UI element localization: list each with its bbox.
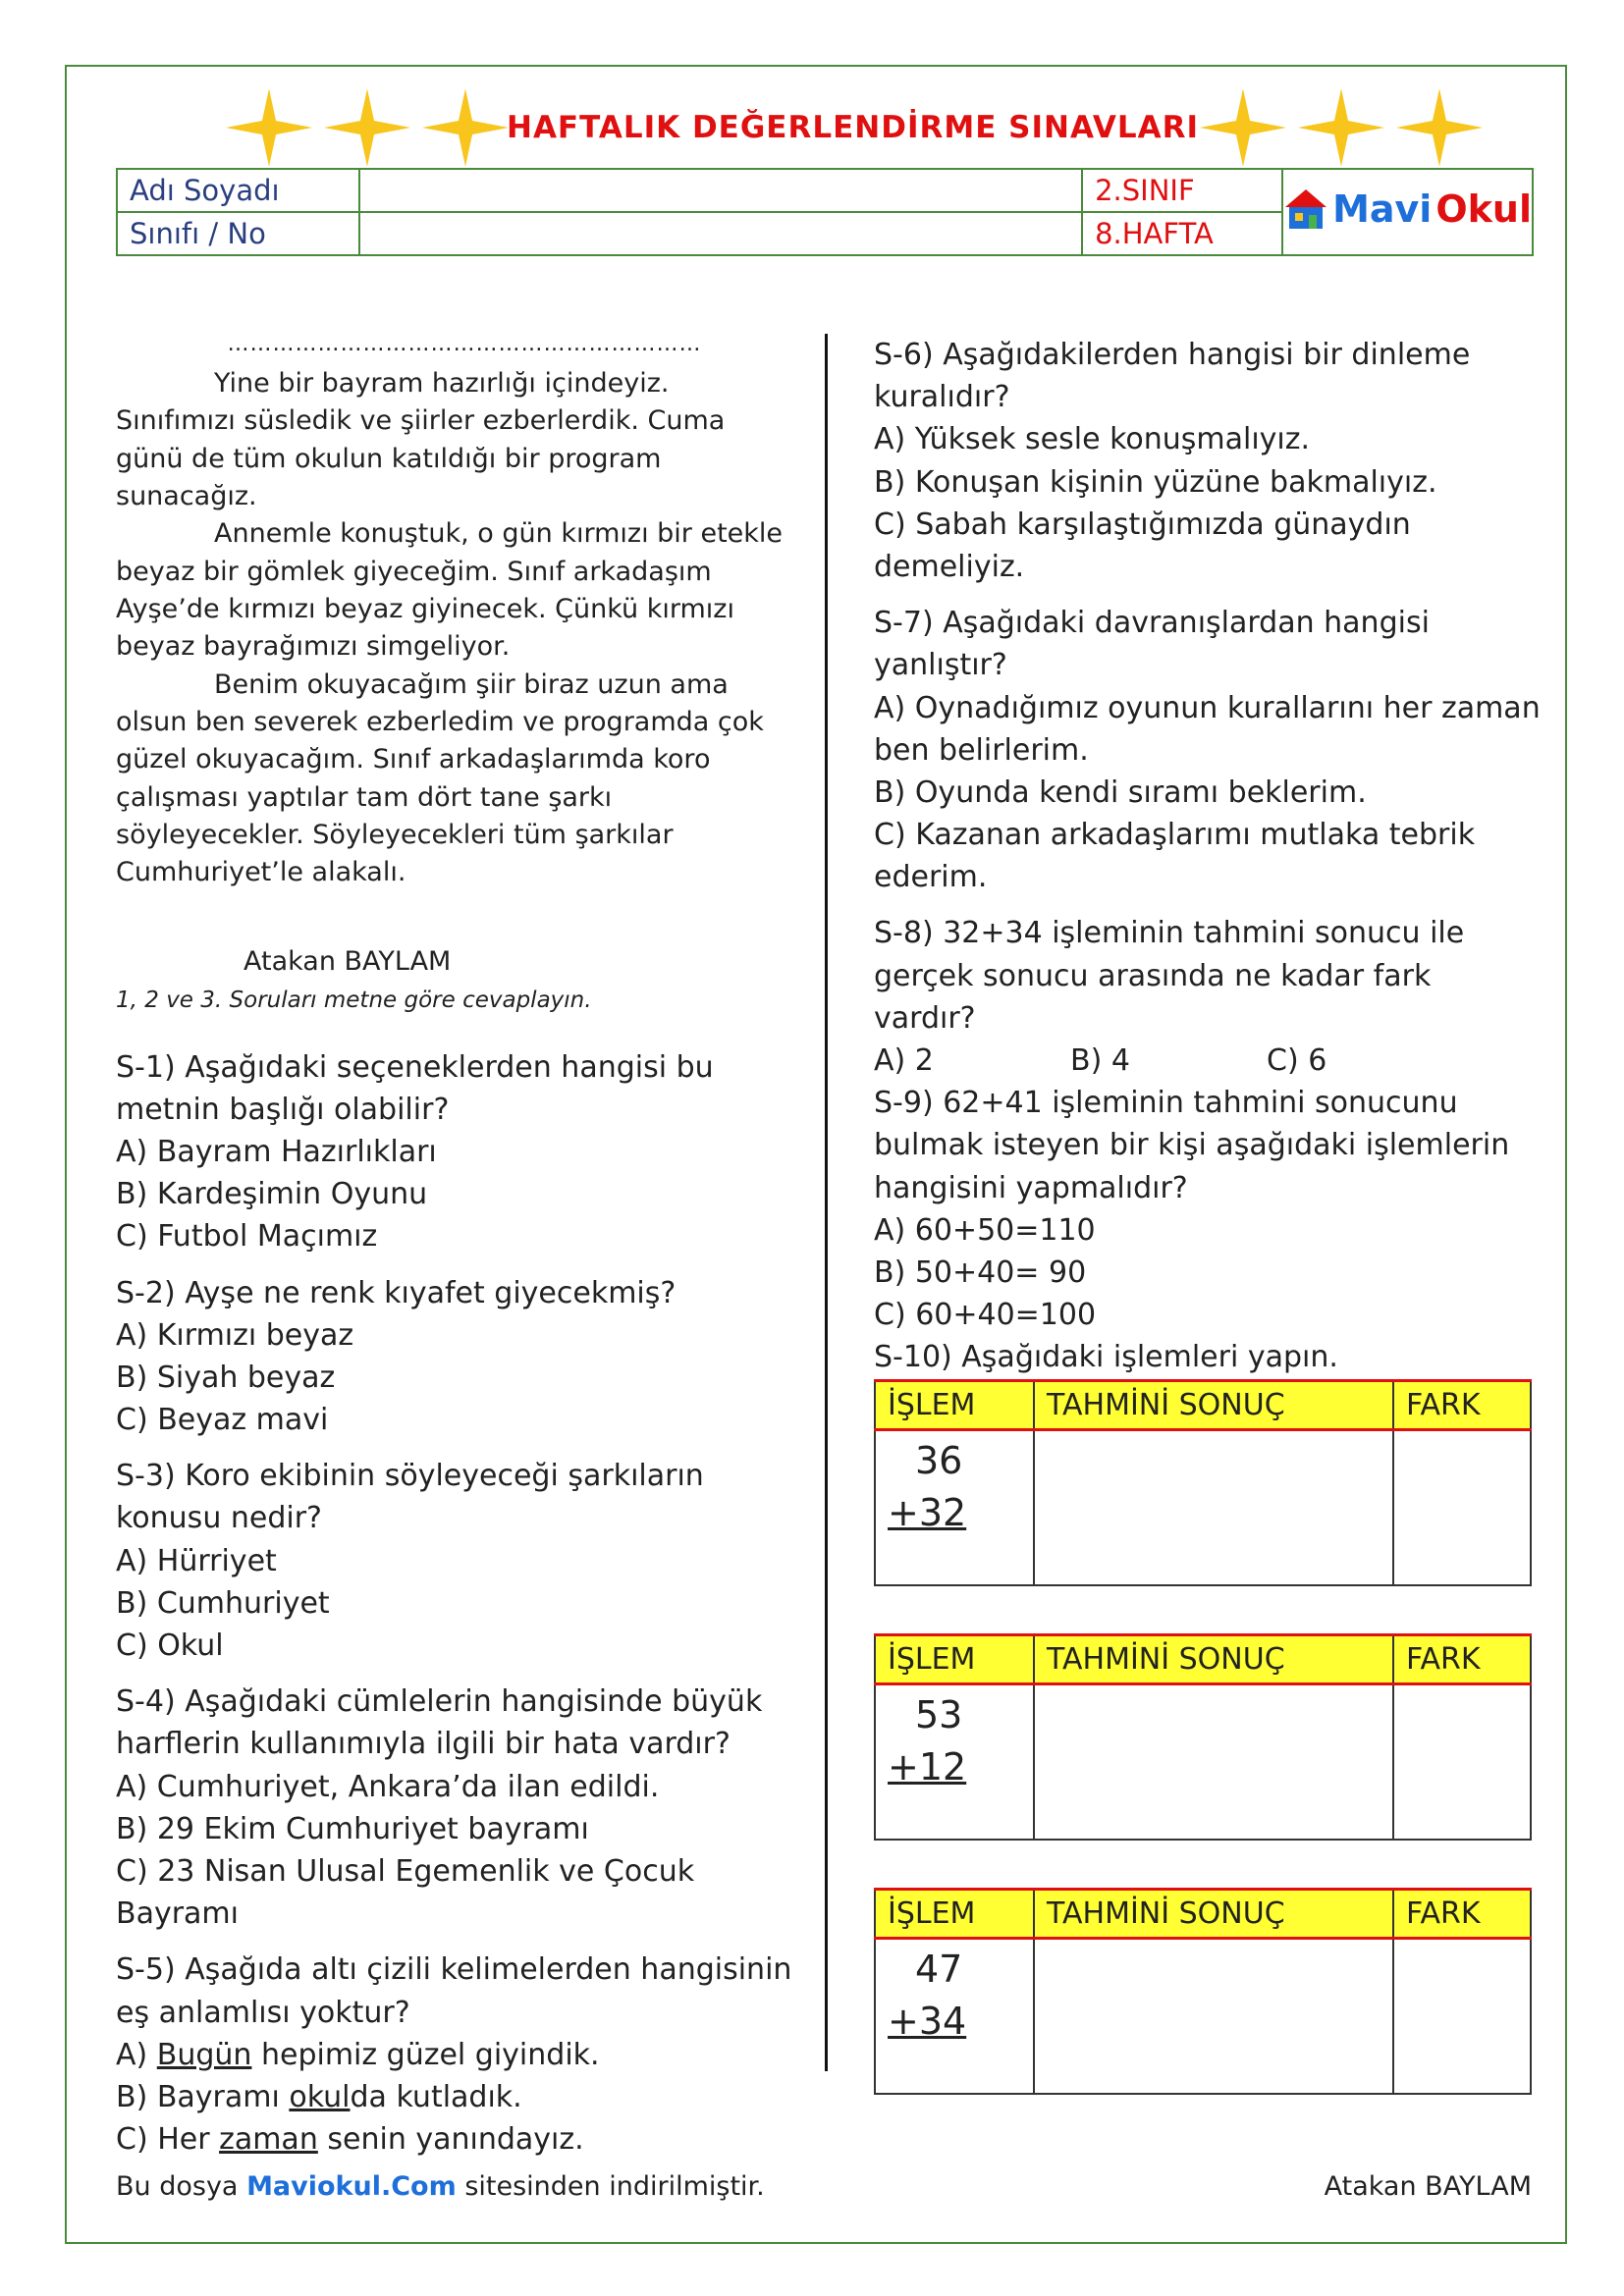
column-divider	[825, 334, 828, 2071]
option-b[interactable]: B) Bayramı okulda kutladık.	[116, 2079, 522, 2114]
operation-cell: 36 +32	[875, 1429, 1034, 1585]
stars-left	[226, 88, 509, 167]
option-b[interactable]: B) 29 Ekim Cumhuriyet bayramı	[116, 1811, 589, 1846]
student-info-table	[116, 168, 1534, 256]
option-a[interactable]: A) Kırmızı beyaz	[116, 1317, 354, 1353]
option-b[interactable]: B) Siyah beyaz	[116, 1360, 336, 1395]
question-3: S-3) Koro ekibinin söyleyeceği şarkıların konusu nedir? A) Hürriyet B) Cumhuriyet C) Okul	[116, 1455, 793, 1667]
option-c[interactable]: C) Okul	[116, 1629, 224, 1664]
right-column	[874, 334, 1542, 2142]
story-author: Atakan BAYLAM	[244, 945, 452, 977]
difference-answer-cell[interactable]	[1393, 1683, 1531, 1840]
maviokul-logo: Mavi Okul	[1283, 187, 1532, 231]
estimate-answer-cell[interactable]	[1034, 1683, 1393, 1840]
story-text: Yine bir bayram hazırlığı içindeyiz. Sınıfımızı süsledik ve şiirler ezberlerdik. Cuma günü de tüm okulun katıldığı bir program sunacağız. Annemle konuştuk, o gün kırmızı bir etekle beyaz bir gömlek giyeceğim. Sınıf arkadaşım Ayşe’de kırmızı beyaz giyinecek. Çünkü kırmızı beyaz bayrağımızı simgeliyor. Benim okuyacağım şiir biraz uzun ama olsun ben severek ezberledim ve programda çok güzel okuyacağım. Sınıf arkadaşlarımda koro çalışması yaptılar tam dört tane şarkı söyleyecekler. Söyleyecekleri tüm şarkılar Cumhuriyet’le alakalı.	[116, 368, 784, 888]
star-icon	[226, 88, 312, 167]
option-b[interactable]: B) 50+40= 90	[874, 1255, 1087, 1290]
option-b[interactable]: B) Kardeşimin Oyunu	[116, 1177, 428, 1212]
grade-label: 2.SINIF	[1082, 169, 1282, 212]
option-b[interactable]: B) Cumhuriyet	[116, 1585, 330, 1621]
site-link[interactable]: Maviokul.Com	[246, 2171, 457, 2202]
option-a[interactable]: A) Bugün hepimiz güzel giyindik.	[116, 2037, 600, 2072]
estimate-answer-cell[interactable]	[1034, 1939, 1393, 2095]
logo-cell	[1282, 169, 1533, 255]
class-field[interactable]	[359, 212, 1082, 255]
option-a[interactable]: A) Hürriyet	[116, 1543, 277, 1578]
instruction: 1, 2 ve 3. Soruları metne göre cevaplayın.	[116, 987, 592, 1013]
option-c[interactable]: C) 23 Nisan Ulusal Egemenlik ve Çocuk Bayramı	[116, 1853, 695, 1932]
question-4: S-4) Aşağıdaki cümlelerin hangisinde büyük harflerin kullanımıyla ilgili bir hata vardır? A) Cumhuriyet, Ankara’da ilan edildi. B) 29 Ekim Cumhuriyet bayramı C) 23 Nisan Ulusal Egemenlik ve Çocuk Bayramı	[116, 1681, 793, 1935]
question-10: S-10) Aşağıdaki işlemleri yapın.	[874, 1340, 1338, 1375]
question-1: S-1) Aşağıdaki seçeneklerden hangisi bu metnin başlığı olabilir? A) Bayram Hazırlıkları B) Kardeşimin Oyunu C) Futbol Maçımız	[116, 1046, 793, 1258]
star-icon	[1200, 88, 1286, 167]
option-b[interactable]: B) 4	[1070, 1043, 1130, 1078]
option-c[interactable]: C) 60+40=100	[874, 1298, 1097, 1333]
question-7: S-7) Aşağıdaki davranışlardan hangisi yanlıştır? A) Oynadığımız oyunun kurallarını her zaman ben belirlerim. B) Oyunda kendi sıramı beklerim. C) Kazanan arkadaşlarımı mutlaka tebrik ederim.	[874, 602, 1542, 898]
option-c[interactable]: C) Futbol Maçımız	[116, 1219, 378, 1255]
footer-source: Bu dosya Maviokul.Com sitesinden indirilmiştir.	[116, 2171, 765, 2202]
week-label: 8.HAFTA	[1082, 212, 1282, 255]
page-title: HAFTALIK DEĞERLENDİRME SINAVLARI	[507, 110, 1200, 145]
name-label: Adı Soyadı	[117, 169, 359, 212]
star-icon	[324, 88, 410, 167]
story-title-blank: ………………………………………………………	[227, 332, 702, 356]
class-label: Sınıfı / No	[117, 212, 359, 255]
option-a[interactable]: A) Bayram Hazırlıkları	[116, 1134, 437, 1169]
question-8: S-8) 32+34 işleminin tahmini sonucu ile gerçek sonucu arasında ne kadar fark vardır? A) 2 B) 4 C) 6	[874, 912, 1542, 1082]
option-a[interactable]: A) Oynadığımız oyunun kurallarını her zaman ben belirlerim.	[874, 690, 1541, 768]
option-a[interactable]: A) Yüksek sesle konuşmalıyız.	[874, 422, 1311, 457]
question-5: S-5) Aşağıda altı çizili kelimelerden hangisinin eş anlamlısı yoktur? A) Bugün hepimiz güzel giyindik. B) Bayramı okulda kutladık. C) Her zaman senin yanındayız.	[116, 1949, 793, 2161]
question-9: S-9) 62+41 işleminin tahmini sonucunu bulmak isteyen bir kişi aşağıdaki işlemlerin hangisini yapmalıdır? A) 60+50=110 B) 50+40= 90 C) 60+40=100	[874, 1082, 1542, 1336]
difference-answer-cell[interactable]	[1393, 1429, 1531, 1585]
house-icon	[1283, 187, 1328, 231]
star-icon	[1298, 88, 1384, 167]
difference-answer-cell[interactable]	[1393, 1939, 1531, 2095]
operation-cell: 47 +34	[875, 1939, 1034, 2095]
star-icon	[422, 88, 509, 167]
estimate-answer-cell[interactable]	[1034, 1429, 1393, 1585]
option-b[interactable]: B) Konuşan kişinin yüzüne bakmalıyız.	[874, 464, 1437, 500]
option-c[interactable]: C) Beyaz mavi	[116, 1403, 329, 1438]
title-bar	[226, 88, 1483, 167]
question-6: S-6) Aşağıdakilerden hangisi bir dinleme kuralıdır? A) Yüksek sesle konuşmalıyız. B) Konuşan kişinin yüzüne bakmalıyız. C) Sabah karşılaştığımızda günaydın demeliyiz.	[874, 334, 1542, 588]
option-c[interactable]: C) Her zaman senin yanındayız.	[116, 2122, 584, 2158]
option-c[interactable]: C) Sabah karşılaştığımızda günaydın demeliyiz.	[874, 507, 1411, 584]
option-a[interactable]: A) 60+50=110	[874, 1212, 1096, 1248]
name-field[interactable]	[359, 169, 1082, 212]
calc-table-3: İŞLEM TAHMİNİ SONUÇ FARK 47 +34	[874, 1888, 1532, 2095]
calc-table-1: İŞLEM TAHMİNİ SONUÇ FARK 36 +32	[874, 1379, 1532, 1586]
option-a[interactable]: A) 2	[874, 1043, 934, 1078]
question-2: S-2) Ayşe ne renk kıyafet giyecekmiş? A) Kırmızı beyaz B) Siyah beyaz C) Beyaz mavi	[116, 1272, 793, 1442]
option-c[interactable]: C) Kazanan arkadaşlarımı mutlaka tebrik ederim.	[874, 818, 1476, 895]
operation-cell: 53 +12	[875, 1683, 1034, 1840]
star-icon	[1396, 88, 1483, 167]
option-b[interactable]: B) Oyunda kendi sıramı beklerim.	[874, 774, 1367, 810]
stars-right	[1200, 88, 1483, 167]
calc-table-2: İŞLEM TAHMİNİ SONUÇ FARK 53 +12	[874, 1633, 1532, 1841]
footer-author: Atakan BAYLAM	[1324, 2171, 1532, 2202]
left-column	[116, 334, 793, 2174]
option-c[interactable]: C) 6	[1267, 1043, 1327, 1078]
option-a[interactable]: A) Cumhuriyet, Ankara’da ilan edildi.	[116, 1769, 660, 1804]
